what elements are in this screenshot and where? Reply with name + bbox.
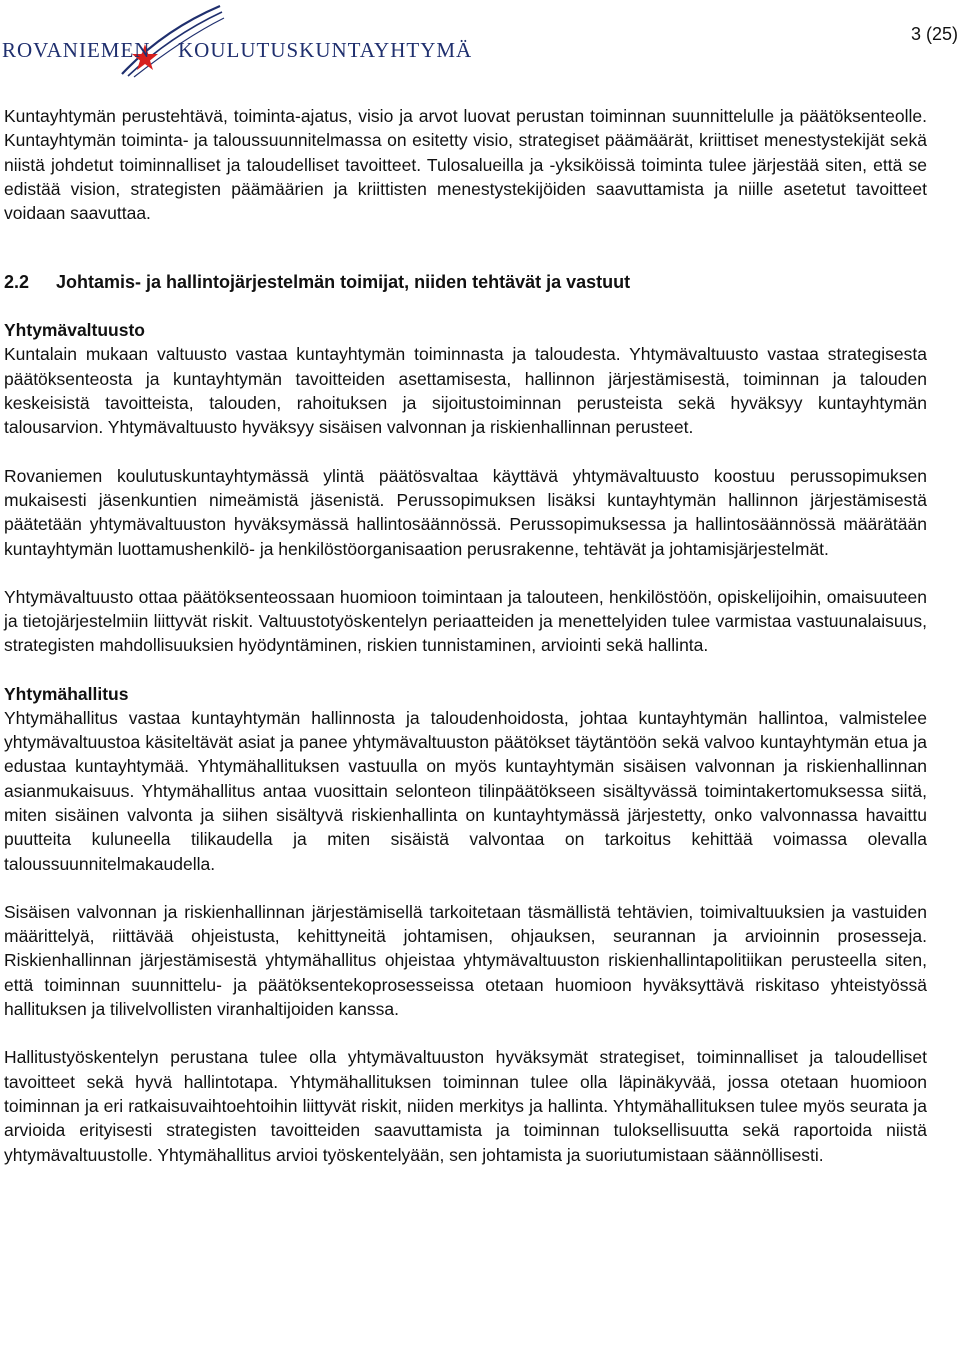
valtuusto-paragraph: Kuntalain mukaan valtuusto vastaa kuntayhtymän toiminnasta ja taloudesta. Yhtymävaltuusto vastaa strategisesta päätöksenteosta ja kuntayhtymän tavoitteiden asettamisesta, hallinnon järjestämisestä, toiminnan ja talouden keskeisistä tavoitteista, talouden, rahoituksen ja sijoitustoiminnan perusteista sekä hyväksyy kuntayhtymän talousarvion. Yhtymävaltuusto hyväksyy sisäisen valvonnan ja riskienhallinnan perusteet. <box>4 344 927 438</box>
section-heading <box>4 270 927 294</box>
section-title: Johtamis- ja hallintojärjestelmän toimijat, niiden tehtävät ja vastuut <box>56 272 631 293</box>
hallitus-paragraph: Sisäisen valvonnan ja riskienhallinnan järjestämisellä tarkoitetaan täsmällistä tehtävien, toimivaltuuksien ja vastuiden määrittelyä, riittävää ohjeistusta, kehittyneitä johtamisen, ohjauksen, seurannan ja arvioinnin prosesseja. Riskienhallinnan järjestämisestä yhtymähallitus ohjeistaa yhtymävaltuuston riskienhallintapolitiikan perusteella siten, että toiminnan suunnittelu- ja päätöksentekoprosesseissa otetaan huomioon hyväksyttävä riskitaso yhteistyössä hallituksen ja tilivelvollisten viranhaltijoiden kanssa. <box>4 901 927 1020</box>
organization-logo <box>2 2 473 80</box>
logo-text-right: KOULUTUSKUNTAYHTYMÄ <box>178 38 473 62</box>
valtuusto-paragraph: Yhtymävaltuusto ottaa päätöksenteossaan huomioon toimintaan ja talouteen, henkilöstöön, opiskelijoihin, omaisuuteen ja tietojärjestelmiin liittyvät riskit. Valtuustotyöskentelyn periaatteiden ja menettelyiden tulee varmistaa vastuunalaisuus, strategisten mahdollisuuksien hyödyntäminen, riskien tunnistaminen, arviointi sekä hallinta. <box>4 586 927 656</box>
page-header <box>0 0 960 90</box>
valtuusto-heading: Yhtymävaltuusto <box>4 320 145 341</box>
intro-paragraph: Kuntayhtymän perustehtävä, toiminta-ajatus, visio ja arvot luovat perustan toiminnan suunnittelulle ja päätöksenteolle. Kuntayhtymän toiminta- ja taloussuunnitelmassa on esitetty visio, strategiset päämäärät, kriittiset menestystekijät sekä niistä johdetut toiminnalliset ja taloudelliset tavoitteet. Tulosalueilla ja -yksiköissä toiminta tulee järjestää siten, että se edistää vision, strategisten päämäärien ja kriittisten menestystekijöiden saavuttamista ja niille asetetut tavoitteet voidaan saavuttaa. <box>4 106 927 224</box>
hallitus-paragraph: Yhtymähallitus vastaa kuntayhtymän hallinnosta ja taloudenhoidosta, johtaa kuntayhtymän hallintoa, valmistelee yhtymävaltuustoa käsiteltävät asiat ja panee yhtymävaltuuston päätökset täytäntöön sekä valvoo kuntayhtymän etua ja edustaa kuntayhtymää. Yhtymähallituksen vastuulla on myös kuntayhtymän sisäisen valvonnan ja riskienhallinnan asianmukaisuus. Yhtymähallitus antaa vuosittain selonteon tilinpäätökseen sisältyvässä toimintakertomuksessa siitä, miten sisäinen valvonta ja siihen sisältyvä riskienhallinta on kuntayhtymässä järjestetty, onko valvonnassa havaittu puutteita kuluneella tilikaudella ja miten sisäistä valvontaa on tarkoitus kehittää voimassa olevalla taloussuunnitelmakaudella. <box>4 707 927 874</box>
hallitus-heading: Yhtymähallitus <box>4 683 129 704</box>
section-number: 2.2 <box>4 272 30 293</box>
document-body <box>4 80 927 1167</box>
valtuusto-paragraph: Rovaniemen koulutuskuntayhtymässä ylintä päätösvaltaa käyttävä yhtymävaltuusto koostuu perussopimuksen mukaisesti jäsenkuntien nimeämistä jäsenistä. Perussopimuksen lisäksi kuntayhtymän hallinnon järjestämisestä päätetään yhtymävaltuuston hyväksymässä hallintosäännössä. Perussopimuksessa ja hallintosäännössä määrätään kuntayhtymän luottamushenkilö- ja henkilöstöorganisaation perusrakenne, tehtävät ja johtamisjärjestelmät. <box>4 465 927 559</box>
hallitus-paragraph: Hallitustyöskentelyn perustana tulee olla yhtymävaltuuston hyväksymät strategiset, toiminnalliset ja taloudelliset tavoitteet sekä hyvä hallintotapa. Yhtymähallituksen toiminnan tulee olla läpinäkyvää, jossa otetaan huomioon toiminnan ja eri ratkaisuvaihtoehtoihin liittyvät riskit, niiden merkitys ja hallinta. Yhtymähallituksen tulee myös seurata ja arvioida erityisesti strategisten tavoitteiden saavuttamista ja toiminnan tuloksellisuutta sekä raportoida niistä yhtymävaltuustolle. Yhtymähallitus arvioi työskentelyään, sen johtamista ja suoriutumistaan säännöllisesti. <box>4 1047 927 1165</box>
logo-text-left: ROVANIEMEN <box>2 38 151 62</box>
page-number: 3 (25) <box>910 24 958 44</box>
